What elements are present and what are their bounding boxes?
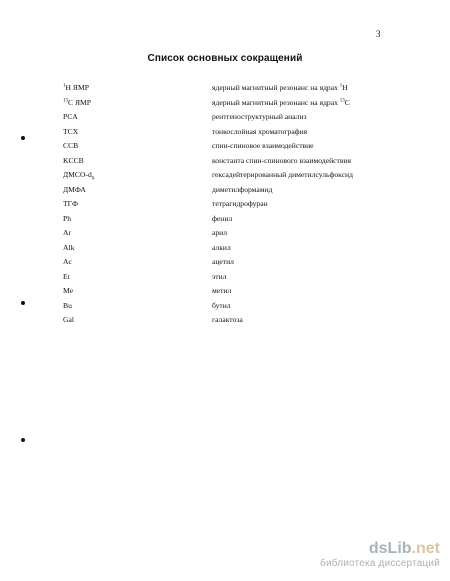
definition: фенил	[212, 213, 233, 223]
abbreviation: PCA	[63, 112, 78, 121]
definition: бутил	[212, 300, 231, 310]
definition: рентгеноструктурный анализ	[212, 112, 307, 121]
list-item	[0, 154, 450, 167]
watermark-subtitle: библиотека диссертаций	[320, 558, 440, 569]
definition: арил	[212, 228, 228, 237]
page-number: 3	[376, 29, 381, 39]
definition: галактоза	[212, 315, 243, 324]
abbreviation: TCX	[63, 126, 79, 136]
definition: этил	[212, 271, 227, 281]
definition: константа спин-спинового взаимодействия	[212, 155, 351, 165]
definition: гексадейтерированный диметилсульфоксид	[212, 170, 353, 179]
list-item	[0, 139, 450, 152]
abbreviation: KCCB	[63, 155, 84, 165]
abbreviation: Me	[63, 286, 74, 295]
list-item	[0, 284, 450, 297]
list-item	[0, 299, 450, 312]
abbreviation: CCB	[63, 141, 79, 150]
definition: ядерный магнитный резонанс на ядрах $^1$H	[212, 83, 348, 92]
definition: тонкослойная хроматография	[212, 126, 308, 136]
abbreviation: ТГФ	[63, 199, 79, 208]
list-item	[0, 183, 450, 196]
page-title: Список основных сокращений	[147, 53, 303, 64]
abbreviation: Ar	[63, 228, 72, 237]
list-item	[0, 270, 450, 283]
list-item	[0, 212, 450, 225]
definition: ацетил	[212, 257, 234, 266]
definition: спин-спиновое взаимодействие	[212, 141, 314, 150]
abbreviation: Ph	[63, 213, 72, 223]
list-item	[0, 226, 450, 239]
list-item	[0, 241, 450, 254]
definition: тетрагидрофуран	[212, 199, 268, 208]
abbreviation: Ac	[63, 257, 72, 266]
abbreviation: ДМСО-$d_6$	[63, 170, 95, 182]
abbreviation: Et	[63, 271, 70, 281]
list-item	[0, 197, 450, 210]
list-item	[0, 255, 450, 268]
definition: диметилформамид	[212, 184, 273, 194]
abbreviation: $^1$H ЯМР	[63, 83, 89, 92]
abbreviation: Gal	[63, 315, 74, 324]
margin-dot	[21, 136, 25, 140]
definition: ядерный магнитный резонанс на ядрах $^{13}$C	[212, 97, 350, 107]
watermark[interactable]	[320, 541, 440, 570]
margin-dot	[21, 438, 25, 442]
definition: метил	[212, 286, 232, 295]
watermark-logo: dsLib.net	[368, 540, 440, 557]
list-item	[0, 110, 450, 123]
abbreviation: ДМФА	[63, 184, 86, 194]
list-item	[0, 313, 450, 326]
abbreviation: Alk	[63, 242, 75, 252]
abbreviation: $^{13}$C ЯМР	[63, 97, 92, 107]
list-item	[0, 81, 450, 94]
list-item	[0, 96, 450, 109]
list-item	[0, 168, 450, 181]
margin-dot	[21, 301, 25, 305]
definition: алкил	[212, 242, 231, 252]
list-item	[0, 125, 450, 138]
abbreviation: Bu	[63, 300, 72, 310]
